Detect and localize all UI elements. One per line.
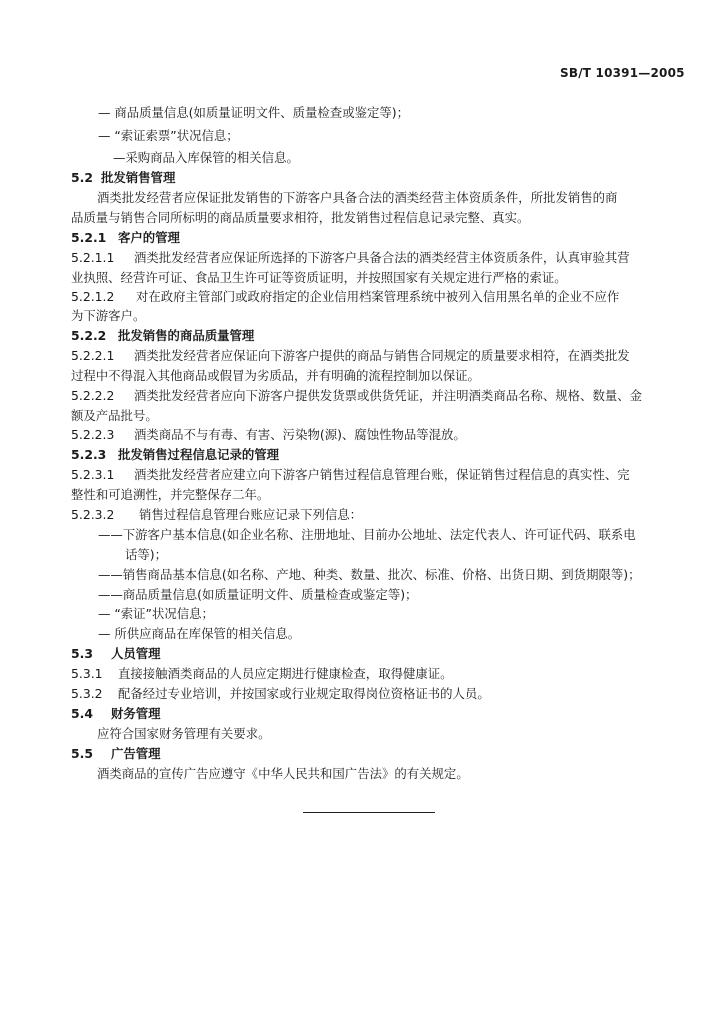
section-number: 5.2.1 <box>71 230 107 245</box>
clause-number: 5.2.2.2 <box>71 388 115 403</box>
paragraph-line: 过程中不得混入其他商品或假冒为劣质品，并有明确的流程控制加以保证。 <box>71 368 480 383</box>
section-number: 5.4 <box>71 706 93 721</box>
paragraph-line: 品质量与销售合同所标明的商品质量要求相符，批发销售过程信息记录完整、真实。 <box>71 210 530 225</box>
paragraph-line <box>71 505 362 524</box>
clause-number: 5.2.2.1 <box>71 348 115 363</box>
clause-number: 5.2.1.2 <box>71 289 115 304</box>
paragraph-line <box>71 684 490 703</box>
end-of-document-rule <box>303 812 435 813</box>
paragraph-line: 应符合国家财务管理有关要求。 <box>97 726 271 741</box>
clause-text: 酒类批发经营者应保证所选择的下游客户具备合法的酒类经营主体资质条件，认真审验其营 <box>134 250 630 265</box>
paragraph-line: 整性和可追溯性，并完整保存二年。 <box>71 487 270 502</box>
clause-number: 5.2.2.3 <box>71 427 115 442</box>
clause-number: 5.3.2 <box>71 686 103 701</box>
section-title: 财务管理 <box>111 706 161 721</box>
clause-text: 酒类批发经营者应保证向下游客户提供的商品与销售合同规定的质量要求相符，在酒类批发 <box>134 348 630 363</box>
paragraph-line: 酒类批发经营者应保证批发销售的下游客户具备合法的酒类经营主体资质条件，所批发销售的商 <box>97 190 618 205</box>
list-item-continuation: 话等)； <box>125 547 168 562</box>
list-item: ——销售商品基本信息(如名称、产地、种类、数量、批次、标准、价格、出货日期、到货期限等)； <box>98 567 641 582</box>
section-title: 批发销售的商品质量管理 <box>118 328 255 343</box>
section-heading-5-2 <box>71 168 175 187</box>
clause-text: 酒类批发经营者应建立向下游客户销售过程信息管理台账，保证销售过程信息的真实性、完 <box>134 467 630 482</box>
clause-number: 5.2.3.1 <box>71 467 115 482</box>
paragraph-line <box>71 386 642 405</box>
section-title: 广告管理 <box>111 746 161 761</box>
list-item: —采购商品入库保管的相关信息。 <box>113 150 299 165</box>
section-heading-5-5 <box>71 744 161 763</box>
section-number: 5.5 <box>71 746 93 761</box>
clause-text: 直接接触酒类商品的人员应定期进行健康检查，取得健康证。 <box>118 666 453 681</box>
list-item: ——商品质量信息(如质量证明文件、质量检查或鉴定等)； <box>98 587 418 602</box>
paragraph-line <box>71 664 453 683</box>
section-title: 人员管理 <box>111 646 161 661</box>
clause-text: 酒类批发经营者应向下游客户提供发货票或供货凭证，并注明酒类商品名称、规格、数量、金 <box>134 388 643 403</box>
paragraph-line <box>71 465 630 484</box>
paragraph-line <box>71 287 619 306</box>
list-item: — “索证”状况信息； <box>98 606 214 621</box>
paragraph-line: 酒类商品的宣传广告应遵守《中华人民共和国广告法》的有关规定。 <box>97 766 469 781</box>
clause-text: 酒类商品不与有毒、有害、污染物(源)、腐蚀性物品等混放。 <box>134 427 466 442</box>
section-heading-5-3 <box>71 644 161 663</box>
section-number: 5.2.2 <box>71 328 107 343</box>
paragraph-line: 为下游客户。 <box>71 308 146 323</box>
section-number: 5.3 <box>71 646 93 661</box>
paragraph-line: 业执照、经营许可证、食品卫生许可证等资质证明，并按照国家有关规定进行严格的索证。 <box>71 270 567 285</box>
section-heading-5-2-1 <box>71 228 180 247</box>
list-item: — 商品质量信息(如质量证明文件、质量检查或鉴定等)； <box>98 105 409 120</box>
section-title: 客户的管理 <box>118 230 180 245</box>
section-title: 批发销售管理 <box>101 170 176 185</box>
paragraph-line <box>71 346 630 365</box>
clause-number: 5.2.1.1 <box>71 250 115 265</box>
clause-text: 对在政府主管部门或政府指定的企业信用档案管理系统中被列入信用黑名单的企业不应作 <box>136 289 620 304</box>
list-item: — “索证索票”状况信息； <box>98 128 239 143</box>
section-heading-5-2-3 <box>71 445 279 464</box>
paragraph-line <box>71 425 466 444</box>
list-item: ——下游客户基本信息(如企业名称、注册地址、目前办公地址、法定代表人、许可证代码、联系电 <box>98 527 636 542</box>
clause-text: 配备经过专业培训，并按国家或行业规定取得岗位资格证书的人员。 <box>118 686 490 701</box>
list-item: — 所供应商品在库保管的相关信息。 <box>98 626 301 641</box>
paragraph-line: 额及产品批号。 <box>71 408 158 423</box>
clause-text: 销售过程信息管理台账应记录下列信息： <box>139 507 363 522</box>
clause-number: 5.3.1 <box>71 666 103 681</box>
section-number: 5.2.3 <box>71 447 107 462</box>
section-title: 批发销售过程信息记录的管理 <box>118 447 280 462</box>
section-heading-5-4 <box>71 704 161 723</box>
clause-number: 5.2.3.2 <box>71 507 115 522</box>
paragraph-line <box>71 248 630 267</box>
section-number: 5.2 <box>71 170 93 185</box>
section-heading-5-2-2 <box>71 326 254 345</box>
standard-number: SB/T 10391—2005 <box>560 66 685 80</box>
